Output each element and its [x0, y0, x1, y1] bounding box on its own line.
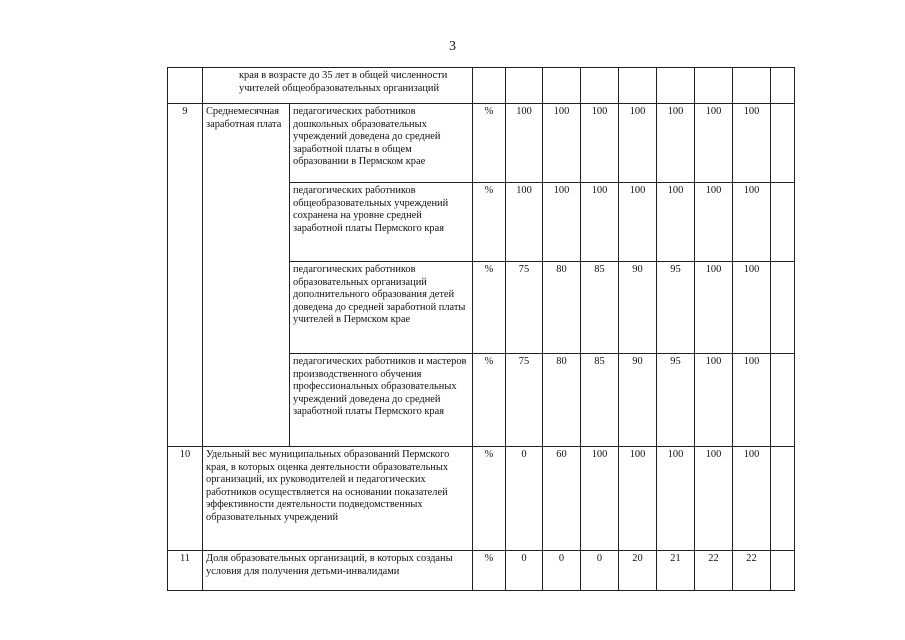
indicator-cell: Доля образовательных организаций, в которых созданы условия для получения детьми-инвалидами: [203, 551, 473, 591]
value-cell: 0: [506, 447, 543, 551]
indicator-cell: Удельный вес муниципальных образований Пермского края, в которых оценка деятельности образовательных организаций, их руководителей и педагогических работников осуществляется на основании показателей эффективности деятельности подведомственных образовательных учреждений: [203, 447, 473, 551]
value-cell: 100: [733, 104, 771, 183]
value-cell: 95: [657, 354, 695, 447]
value-cell: 22: [733, 551, 771, 591]
unit-cell: %: [473, 551, 506, 591]
value-cell: 100: [619, 104, 657, 183]
indicator-detail-cell: педагогических работников дошкольных образовательных учреждений доведена до средней заработной платы в общем образовании в Пермском крае: [290, 104, 473, 183]
value-cell: 85: [581, 262, 619, 354]
value-cell: 100: [543, 183, 581, 262]
value-cell: 100: [506, 104, 543, 183]
indicators-table: [167, 67, 795, 591]
value-cell: 100: [695, 262, 733, 354]
unit-cell: %: [473, 183, 506, 262]
value-cell: 100: [733, 183, 771, 262]
value-cell: 90: [619, 354, 657, 447]
value-cell: 75: [506, 262, 543, 354]
value-cell: 100: [506, 183, 543, 262]
value-cell: 100: [695, 447, 733, 551]
unit-cell: %: [473, 354, 506, 447]
value-cell: 0: [581, 551, 619, 591]
value-cell: 100: [733, 354, 771, 447]
value-cell: 100: [581, 104, 619, 183]
value-cell: [543, 68, 581, 104]
value-cell: [581, 68, 619, 104]
page-number: 3: [449, 39, 456, 54]
value-cell: 100: [733, 447, 771, 551]
value-cell: [506, 68, 543, 104]
value-cell: 100: [695, 104, 733, 183]
table-row: [168, 104, 795, 183]
value-cell: [695, 68, 733, 104]
value-cell: 100: [657, 183, 695, 262]
row-number-cell: 11: [168, 551, 203, 591]
unit-cell: %: [473, 447, 506, 551]
unit-cell: %: [473, 262, 506, 354]
value-cell: 0: [543, 551, 581, 591]
value-cell: 100: [695, 183, 733, 262]
value-cell: 100: [581, 447, 619, 551]
value-cell: [771, 104, 795, 183]
value-cell: [771, 262, 795, 354]
value-cell: 21: [657, 551, 695, 591]
value-cell: [771, 354, 795, 447]
indicator-cell: края в возрасте до 35 лет в общей численности учителей общеобразовательных организаций: [203, 68, 473, 104]
value-cell: [771, 447, 795, 551]
value-cell: 100: [733, 262, 771, 354]
indicator-detail-cell: педагогических работников общеобразовательных учреждений сохранена на уровне средней заработной платы Пермского края: [290, 183, 473, 262]
indicator-detail-cell: педагогических работников образовательных организаций дополнительного образования детей доведена до средней заработной платы учителей в Пермском крае: [290, 262, 473, 354]
row-number-cell: 9: [168, 104, 203, 447]
value-cell: 20: [619, 551, 657, 591]
value-cell: 100: [581, 183, 619, 262]
table-row: [168, 551, 795, 591]
value-cell: [771, 183, 795, 262]
value-cell: 100: [619, 183, 657, 262]
indicator-cell: Среднемесячная заработная плата: [203, 104, 290, 447]
value-cell: 75: [506, 354, 543, 447]
value-cell: [733, 68, 771, 104]
value-cell: 100: [543, 104, 581, 183]
value-cell: [771, 551, 795, 591]
indicator-detail-cell: педагогических работников и мастеров производственного обучения профессиональных образовательных учреждений доведена до средней заработной платы Пермского края: [290, 354, 473, 447]
value-cell: [657, 68, 695, 104]
row-number-cell: [168, 68, 203, 104]
table-row: [168, 68, 795, 104]
value-cell: 90: [619, 262, 657, 354]
value-cell: 100: [657, 104, 695, 183]
value-cell: 100: [695, 354, 733, 447]
value-cell: [771, 68, 795, 104]
value-cell: 85: [581, 354, 619, 447]
value-cell: 22: [695, 551, 733, 591]
value-cell: 60: [543, 447, 581, 551]
table-row: [168, 447, 795, 551]
value-cell: [619, 68, 657, 104]
value-cell: 100: [619, 447, 657, 551]
value-cell: 0: [506, 551, 543, 591]
unit-cell: %: [473, 104, 506, 183]
value-cell: 80: [543, 354, 581, 447]
value-cell: 100: [657, 447, 695, 551]
value-cell: 95: [657, 262, 695, 354]
row-number-cell: 10: [168, 447, 203, 551]
value-cell: 80: [543, 262, 581, 354]
unit-cell: [473, 68, 506, 104]
